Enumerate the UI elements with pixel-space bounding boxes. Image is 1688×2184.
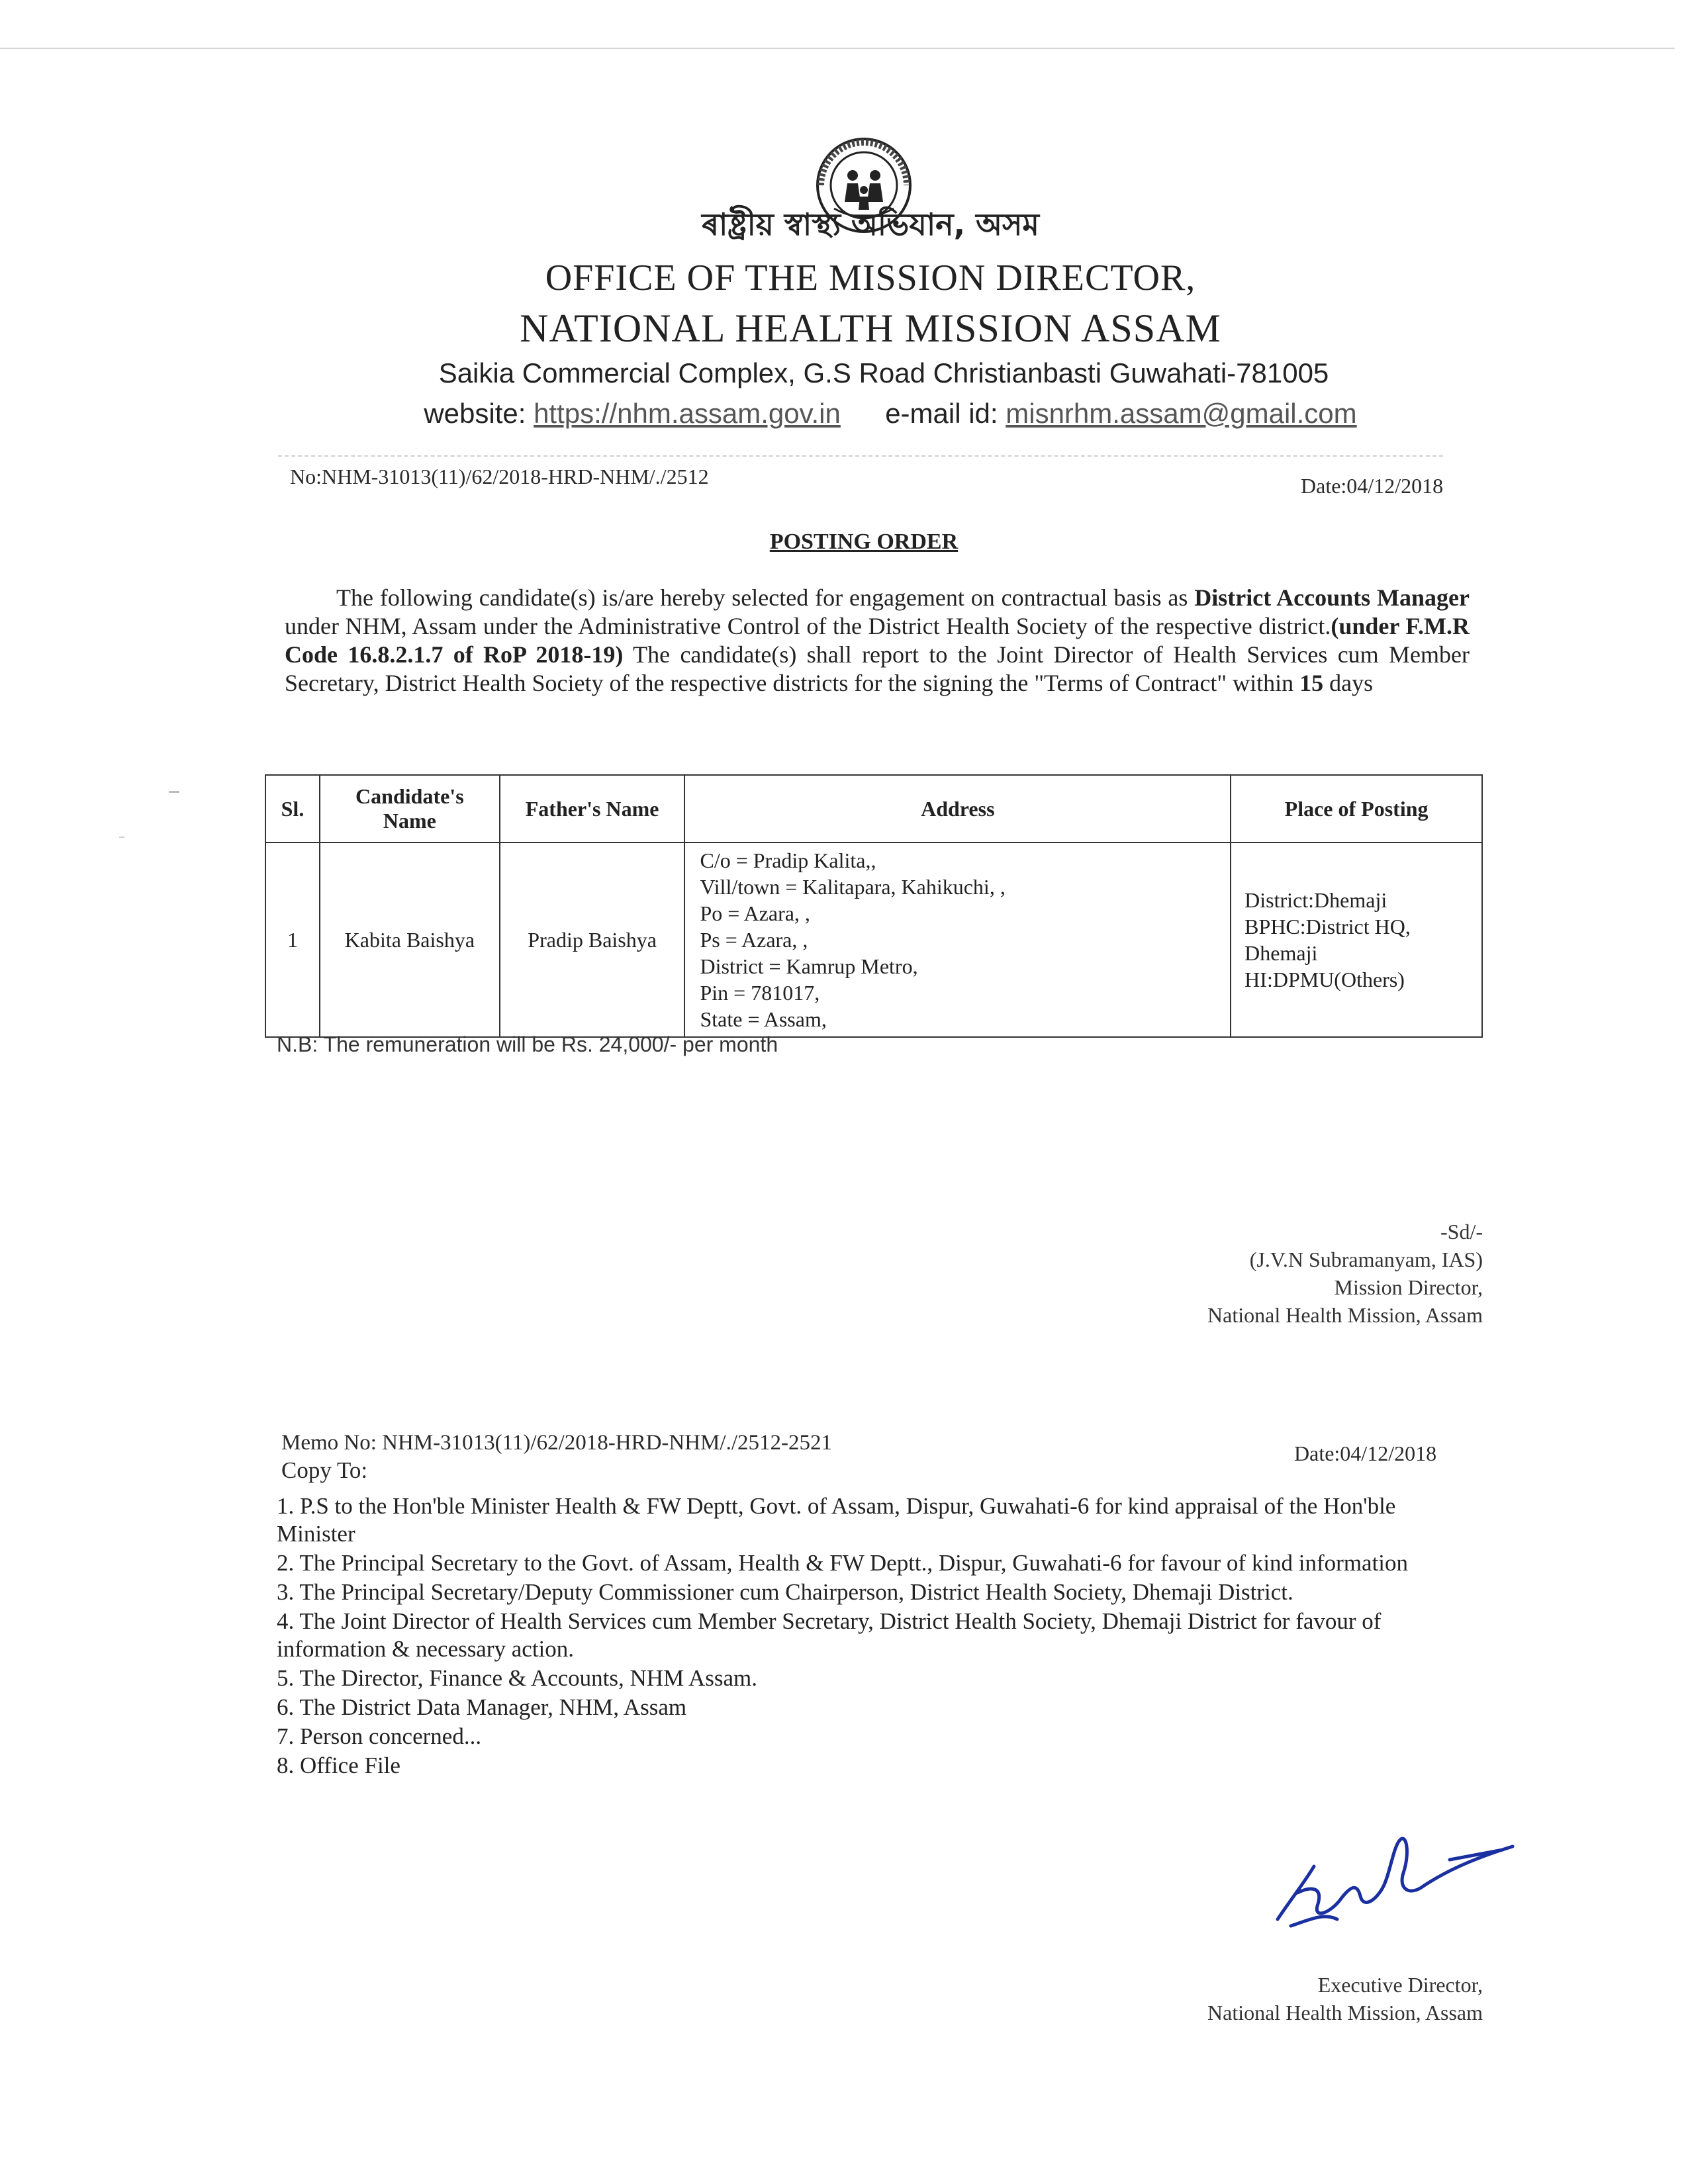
header-divider (278, 455, 1443, 457)
cell-candidate-name: Kabita Baishya (320, 842, 500, 1037)
address-line: Po = Azara, , (700, 901, 810, 925)
column-header-address: Address (684, 775, 1231, 842)
assamese-org-name: ৰাষ্ট্ৰীয় স্বাস্থ্য অভিযান, অসম (702, 206, 1039, 242)
body-text: days (1323, 670, 1374, 696)
place-line: HI:DPMU(Others) (1244, 968, 1405, 991)
signatory-designation: Mission Director, (1334, 1275, 1483, 1299)
list-item: 1. P.S to the Hon'ble Minister Health & FW Deptt, Govt. of Assam, Dispur, Guwahati-6 for kind appraisal of the Hon'ble Minister (277, 1493, 1396, 1547)
top-rule (0, 48, 1675, 49)
copy-to-list (277, 1492, 1475, 1781)
address-line: Ps = Azara, , (700, 928, 808, 952)
office-address: Saikia Commercial Complex, G.S Road Christianbasti Guwahati-781005 (438, 357, 1329, 388)
place-line: District:Dhemaji (1244, 888, 1387, 912)
address-line: Pin = 781017, (700, 981, 820, 1005)
body-text: The candidate(s) shall report to the Joint Director of Health Services cum Member Secretary, District Health Society of the respective districts for the signing the "Terms of Contract" within (285, 641, 1470, 696)
memo-number: Memo No: NHM-31013(11)/62/2018-HRD-NHM/./2512-2521 (281, 1431, 832, 1455)
document-title: POSTING ORDER (769, 529, 959, 554)
days-count: 15 (1299, 670, 1324, 696)
place-line: BPHC:District HQ, (1244, 915, 1411, 938)
list-item: 2. The Principal Secretary to the Govt. of Assam, Health & FW Deptt., Dispur, Guwahati-6 for favour of kind information (277, 1550, 1409, 1576)
body-text: The following candidate(s) is/are hereby selected for engagement on contractual basis as (336, 584, 1195, 611)
organization-heading: NATIONAL HEALTH MISSION ASSAM (520, 306, 1221, 350)
email-link[interactable]: misnrhm.assam@gmail.com (1006, 398, 1357, 429)
scan-mark (169, 791, 179, 793)
list-item: 4. The Joint Director of Health Services cum Member Secretary, District Health Society, Dhemaji District for favour of information & necessary action. (277, 1608, 1382, 1662)
office-heading: OFFICE OF THE MISSION DIRECTOR, (545, 257, 1196, 298)
column-header-place: Place of Posting (1231, 775, 1482, 842)
place-line: Dhemaji (1244, 941, 1318, 965)
handwritten-signature (1251, 1820, 1529, 1952)
fmr-code: (under F.M.R Code 16.8.2.1.7 of RoP 2018-19) (285, 613, 1470, 668)
list-item: 7. Person concerned... (277, 1723, 482, 1749)
list-item: 5. The Director, Finance & Accounts, NHM Assam. (277, 1665, 758, 1691)
order-body (285, 584, 1470, 698)
signatory-name: (J.V.N Subramanyam, IAS) (1249, 1248, 1483, 1271)
address-line: State = Assam, (700, 1007, 827, 1031)
copy-to-label: Copy To: (281, 1457, 368, 1483)
signatory-block (1033, 1218, 1483, 1329)
address-line: Vill/town = Kalitapara, Kahikuchi, , (700, 875, 1006, 899)
signatory-org: National Health Mission, Assam (1207, 1303, 1483, 1327)
cell-father-name: Pradip Baishya (500, 842, 685, 1037)
signatory-org: National Health Mission, Assam (1207, 2001, 1483, 2025)
address-line: C/o = Pradip Kalita,, (700, 848, 876, 872)
executive-signatory-block (1059, 1971, 1483, 2026)
contact-line (0, 398, 1688, 430)
remuneration-note: N.B: The remuneration will be Rs. 24,000/- per month (277, 1032, 778, 1056)
list-item: 8. Office File (277, 1752, 400, 1778)
cell-place-of-posting (1231, 842, 1482, 1037)
memo-date: Date:04/12/2018 (1294, 1441, 1437, 1465)
list-item: 6. The District Data Manager, NHM, Assam (277, 1694, 687, 1720)
website-link[interactable]: https://nhm.assam.gov.in (534, 398, 841, 429)
column-header-sl: Sl. (265, 775, 320, 842)
email-label: e-mail id: (885, 398, 998, 429)
website-label: website: (424, 398, 526, 429)
sd-mark: -Sd/- (1440, 1220, 1483, 1244)
table-header-row (265, 775, 1482, 842)
scan-mark (119, 837, 124, 838)
cell-address (684, 842, 1231, 1037)
body-text: under NHM, Assam under the Administrative Control of the District Health Society of the respective district. (285, 613, 1331, 639)
column-header-candidate: Candidate's Name (320, 775, 500, 842)
order-date: Date:04/12/2018 (1301, 474, 1444, 498)
address-line: District = Kamrup Metro, (700, 954, 918, 978)
column-header-father: Father's Name (500, 775, 685, 842)
signatory-designation: Executive Director, (1317, 1973, 1483, 1997)
posting-table (265, 774, 1483, 1038)
table-row (265, 842, 1482, 1037)
cell-sl: 1 (265, 842, 320, 1037)
list-item: 3. The Principal Secretary/Deputy Commissioner cum Chairperson, District Health Society, Dhemaji District. (277, 1579, 1293, 1605)
reference-number: No:NHM-31013(11)/62/2018-HRD-NHM/./2512 (290, 465, 709, 488)
role-name: District Accounts Manager (1194, 584, 1470, 611)
